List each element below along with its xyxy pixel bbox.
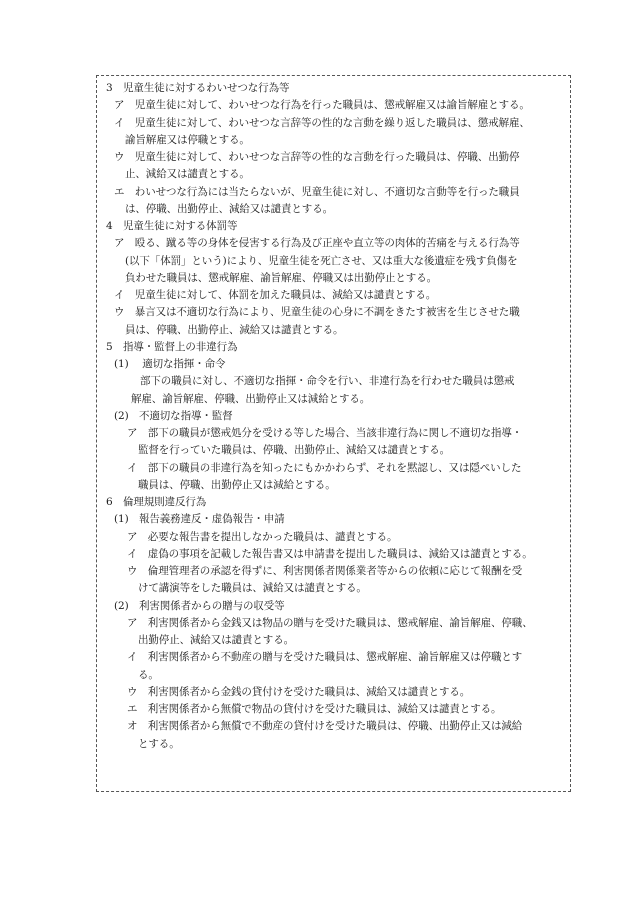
text-line: エ わいせつな行為には当たらないが、児童生徒に対し、不適切な言動等を行った職員 (114, 185, 520, 198)
text-line: ア 殴る、蹴る等の身体を侵害する行為及び正座や直立等の肉体的苦痛を与える行為等 (114, 237, 520, 250)
text-line: ウ 利害関係者から金銭の貸付けを受けた職員は、減給又は譴責とする。 (127, 685, 471, 698)
text-line: 職員は、停職、出勤停止又は減給とする。 (138, 478, 336, 491)
text-line: (2) 利害関係者からの贈与の収受等 (114, 599, 285, 612)
text-line: は、停職、出勤停止、減給又は譴責とする。 (125, 202, 333, 215)
text-line: ア 必要な報告書を提出しなかった職員は、譴責とする。 (127, 530, 398, 543)
text-line: ウ 倫理管理者の承認を得ずに、利害関係者関係業者等からの依頼に応じて報酬を受 (127, 565, 523, 577)
text-line: (1) 報告義務違反・虚偽報告・申請 (114, 513, 285, 526)
text-line: イ 児童生徒に対して、わいせつな言辞等の性的な言動を繰り返した職員は、懲戒解雇、 (114, 116, 530, 129)
text-line: (1) 適切な指揮・命令 (114, 358, 226, 370)
text-line: る。 (138, 668, 159, 681)
text-line: 監督を行っていた職員は、停職、出勤停止、減給又は譴責とする。 (138, 444, 450, 457)
text-line: ウ 児童生徒に対して、わいせつな言辞等の性的な言動を行った職員は、停職、出勤停 (114, 151, 520, 163)
text-line: ウ 暴言又は不適切な行為により、児童生徒の心身に不調をきたす被害を生じさせた職 (114, 306, 520, 319)
text-line: 部下の職員に対し、不適切な指揮・命令を行い、非違行為を行わせた職員は懲戒 (140, 375, 515, 388)
text-line: ア 利害関係者から金銭又は物品の贈与を受けた職員は、懲戒解雇、諭旨解雇、停職、 (127, 616, 533, 629)
text-line: イ 児童生徒に対して、体罰を加えた職員は、減給又は譴責とする。 (114, 289, 437, 301)
text-line: 諭旨解雇又は停職とする。 (125, 133, 250, 146)
text-line: 員は、停職、出勤停止、減給又は譴責とする。 (125, 323, 344, 336)
text-line: けて講演等をした職員は、減給又は譴責とする。 (138, 582, 367, 595)
text-line: (以下「体罰」という)により、児童生徒を死亡させ、又は重大な後遺症を残す負傷を (125, 254, 518, 267)
text-line: 解雇、諭旨解雇、停職、出勤停止又は減給とする。 (131, 392, 371, 405)
text-line: 出勤停止、減給又は譴責とする。 (138, 634, 294, 646)
text-line: ア 児童生徒に対して、わいせつな行為を行った職員は、懲戒解雇又は諭旨解雇とする。 (114, 99, 530, 112)
text-line: 止、減給又は譴責とする。 (125, 168, 250, 181)
text-line: 5 指導・監督上の非違行為 (106, 340, 238, 353)
text-line: エ 利害関係者から無償で物品の貸付けを受けた職員は、減給又は譴責とする。 (127, 703, 502, 715)
text-line: 負わせた職員は、懲戒解雇、諭旨解雇、停職又は出勤停止とする。 (125, 271, 437, 284)
text-line: 6 倫理規則違反行為 (106, 496, 207, 508)
text-line: イ 虚偽の事項を記載した報告書又は申請書を提出した職員は、減給又は譴責とする。 (127, 547, 533, 560)
text-line: イ 利害関係者から不動産の贈与を受けた職員は、懲戒解雇、諭旨解雇又は停職とす (127, 651, 523, 664)
text-line: (2) 不適切な指導・監督 (114, 409, 233, 422)
document-body (104, 80, 570, 753)
text-line: 4 児童生徒に対する体罰等 (106, 220, 238, 232)
text-line: とする。 (138, 737, 180, 750)
text-line: オ 利害関係者から無償で不動産の貸付けを受けた職員は、停職、出勤停止又は減給 (127, 720, 523, 733)
text-line: イ 部下の職員の非違行為を知ったにもかかわらず、それを黙認し、又は隠ぺいした (127, 461, 522, 474)
text-line: 3 児童生徒に対するわいせつな行為等 (106, 82, 290, 94)
text-line: ア 部下の職員が懲戒処分を受ける等した場合、当該非違行為に関し不適切な指導・ (127, 427, 523, 439)
